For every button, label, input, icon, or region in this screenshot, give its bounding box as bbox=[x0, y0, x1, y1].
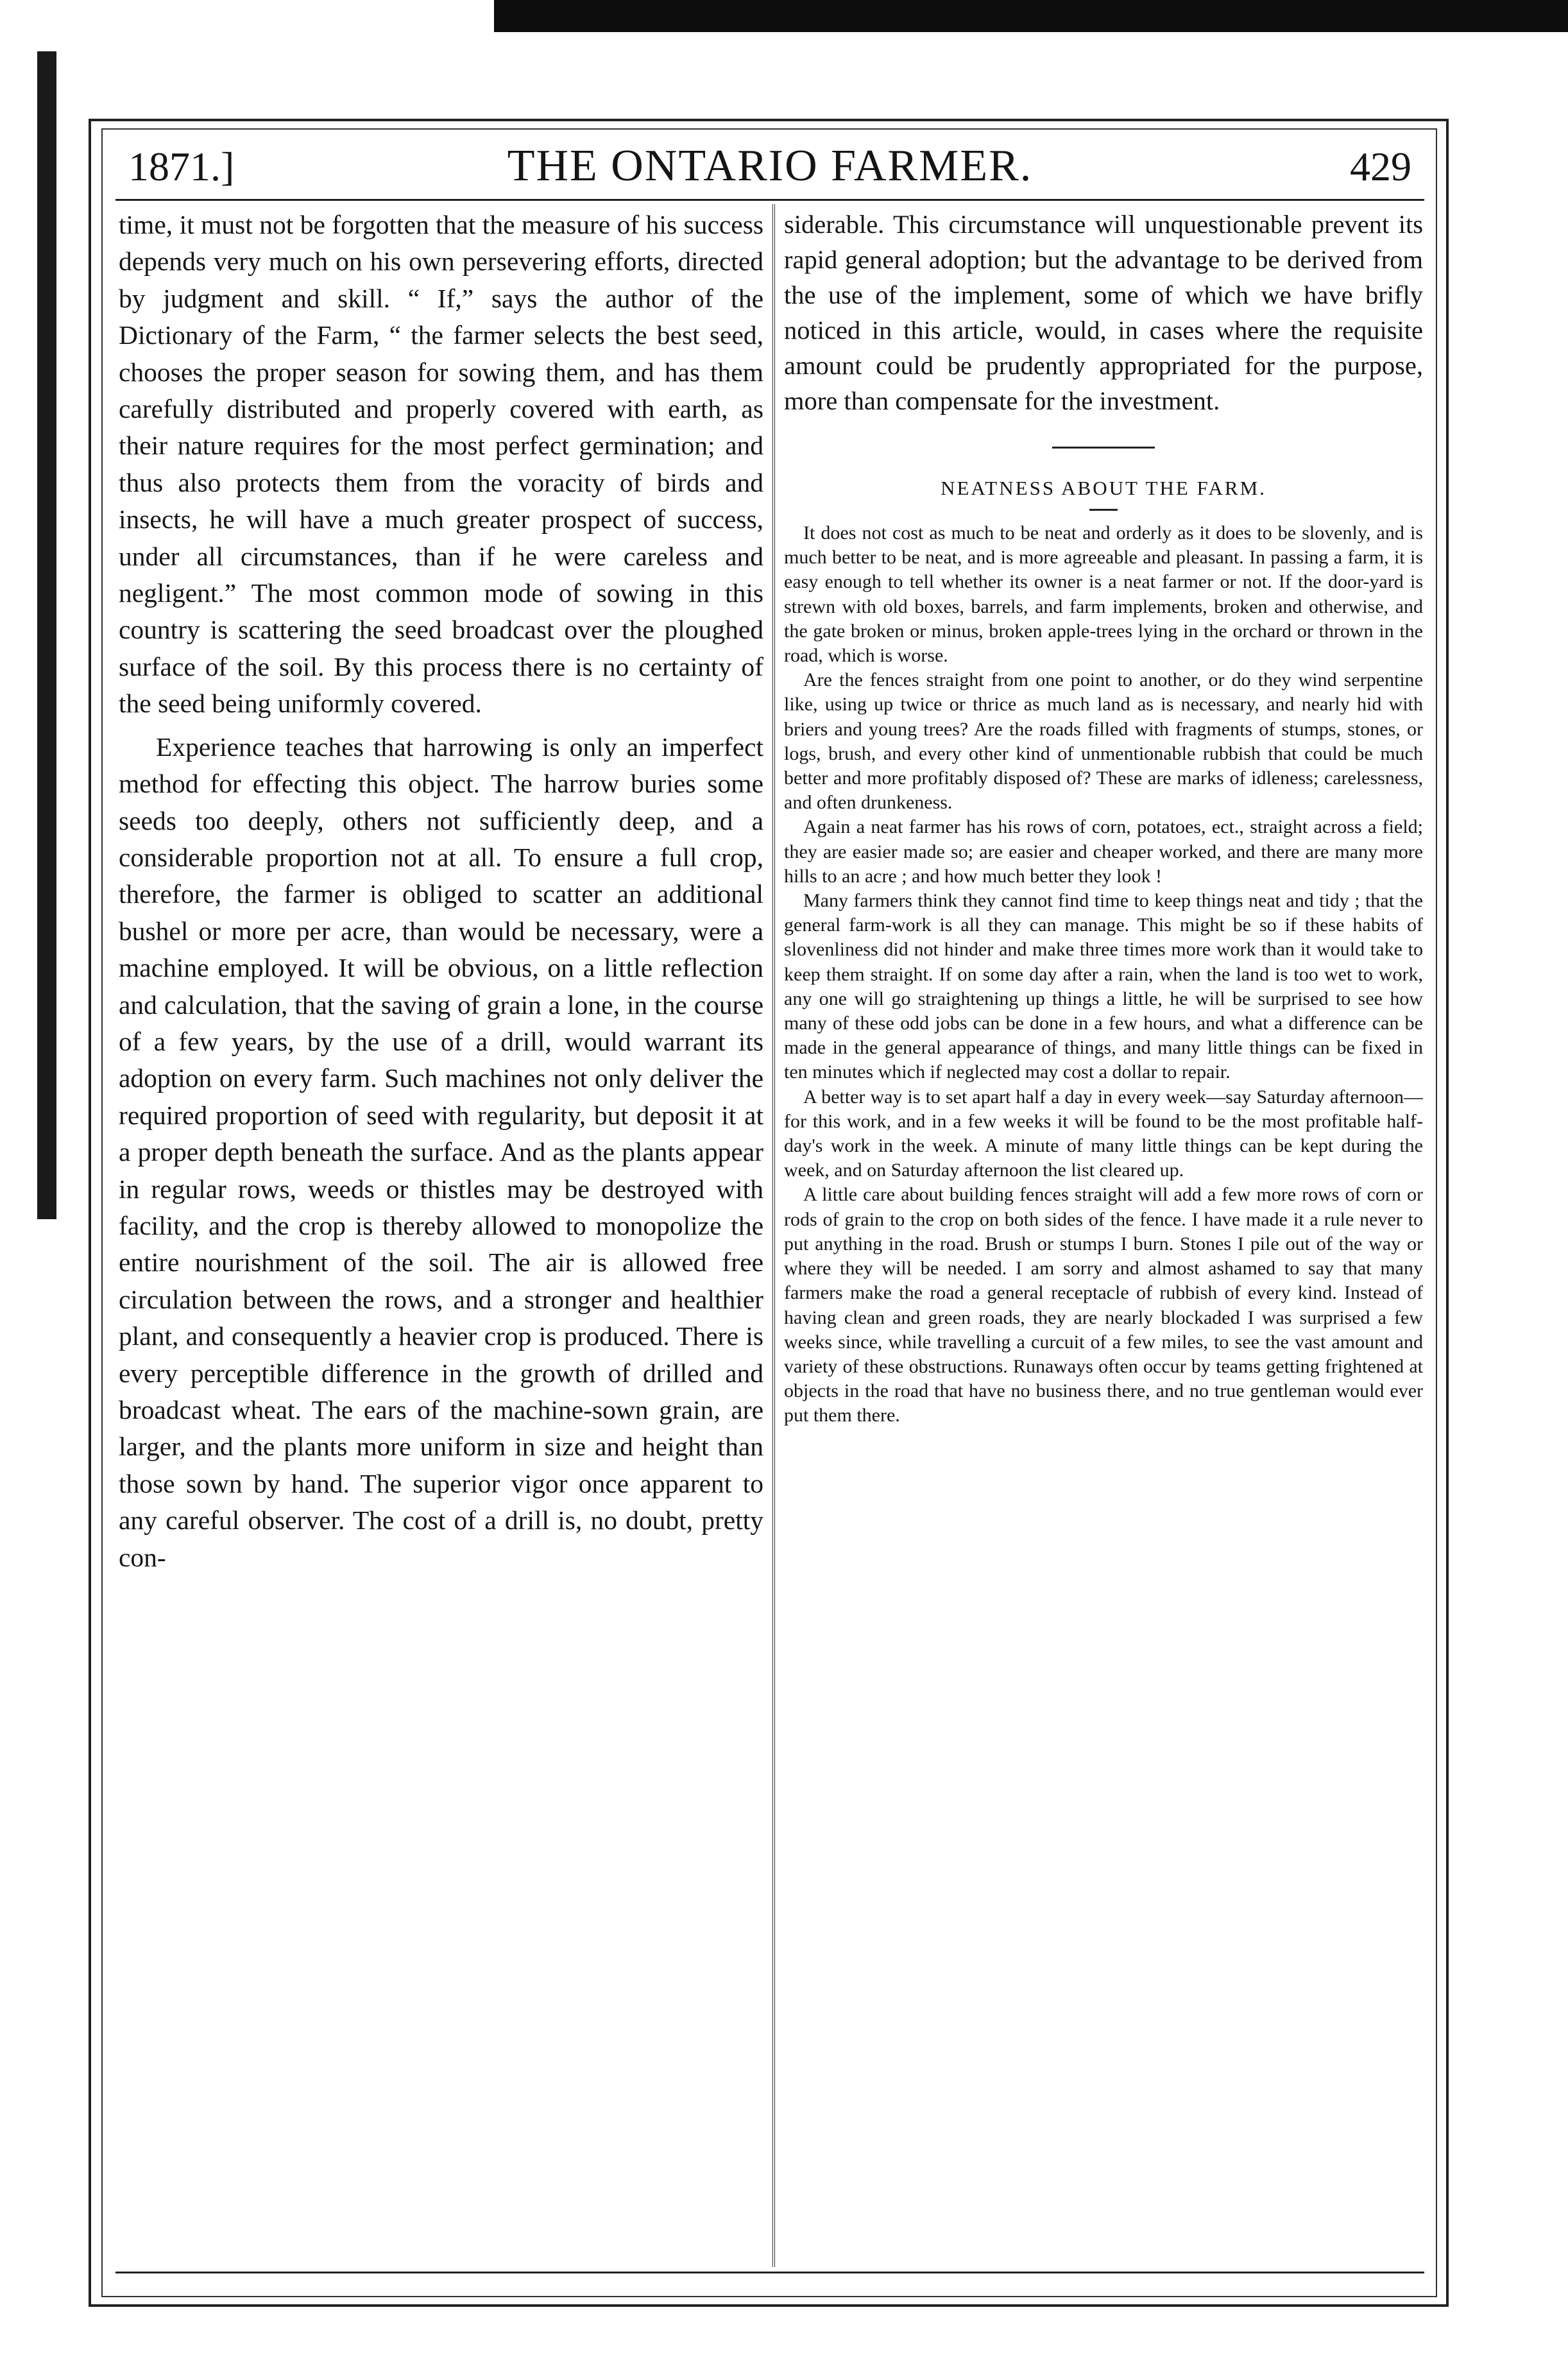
left-paragraph-1: time, it must not be forgotten that the measure of his success depends very much on his own persevering efforts, directed by judgment and skill. “ If,” says the author of the Dictionary of the Farm, “ the farmer selects the best seed, chooses the proper season for sowing them, and has them carefully distributed and properly covered with earth, as their nature requires for the most perfect germination; and thus also protects them from the voracity of birds and insects, he will have a much greater prospect of success, under all circumstances, than if he were careless and negligent.” The most common mode of sowing in this country is scattering the seed broadcast over the ploughed surface of the soil. By this process there is no certainty of the seed being uniformly covered. bbox=[119, 210, 763, 719]
right-column bbox=[784, 207, 1423, 2263]
scan-edge-top bbox=[494, 0, 1568, 32]
section-divider bbox=[1052, 447, 1155, 449]
article-paragraph: Again a neat farmer has his rows of corn, potatoes, ect., straight across a field; they are easier made so; are easier and cheaper worked, and there are many more hills to an acre ; and how much better they look ! bbox=[784, 816, 1423, 887]
article-title: NEATNESS ABOUT THE FARM. bbox=[941, 477, 1266, 499]
left-paragraph-2: Experience teaches that harrowing is only an imperfect method for effecting this object. The harrow buries some seeds too deeply, others not sufficiently deep, and a considerable proportion not at all. To ensure a full crop, therefore, the farmer is obliged to scatter an additional bushel or more per acre, than would be necessary, were a machine employed. It will be obvious, on a little reflection and calculation, that the saving of grain a lone, in the course of a few years, by the use of a drill, would warrant its adoption on every farm. Such machines not only deliver the required proportion of seed with regularity, but deposit it at a proper depth beneath the surface. And as the plants appear in regular rows, weeds or thistles may be destroyed with facility, and the crop is thereby allowed to monopolize the entire nourishment of the soil. The air is allowed free circulation between the rows, and a stronger and healthier plant, and consequently a heavier crop is produced. There is every perceptible difference in the growth of drilled and broadcast wheat. The ears of the machine-sown grain, are larger, and the plants more uniform in size and height than those sown by hand. The superior vigor once apparent to any careful observer. The cost of a drill is, no doubt, pretty con- bbox=[119, 732, 763, 1572]
article-paragraph: A better way is to set apart half a day in every week—say Saturday afternoon—for this work, and in a few weeks it will be found to be the most profitable half-day's work in the week. A minute of many little things can be kept during the week, and on Saturday afternoon the list cleared up. bbox=[784, 1086, 1423, 1181]
article-paragraph: A little care about building fences straight will add a few more rows of corn or rods of grain to the crop on both sides of the fence. I have made it a rule never to put anything in the road. Brush or stumps I burn. Stones I pile out of the way or where they will be needed. I am sorry and almost ashamed to say that many farmers make the road a general receptacle of rubbish of every kind. Instead of having clean and green roads, they are nearly blockaded I was surprised a few weeks since, while travelling a curcuit of a few miles, to see the vast amount and variety of these obstructions. Runaways often occur by teams getting frightened at objects in the road that have no business there, and no true gentleman would ever put them there. bbox=[784, 1184, 1423, 1426]
header-year: 1871.] bbox=[128, 144, 235, 189]
header-rule bbox=[115, 199, 1424, 201]
article-paragraph: Are the fences straight from one point to another, or do they wind serpentine like, using up twice or thrice as much land as is necessary, and nearly hid with briers and young trees? Are the roads filled with fragments of stumps, stones, or logs, brush, and every other kind of unmentionable rubbish that could be much better and more profitably disposed of? These are marks of idleness; carelessness, and often drunkeness. bbox=[784, 669, 1423, 814]
left-column bbox=[119, 207, 763, 2263]
title-underline bbox=[1089, 509, 1118, 511]
page-header bbox=[115, 138, 1424, 199]
scan-edge-left bbox=[37, 51, 56, 1219]
column-divider bbox=[772, 204, 775, 2267]
footer-rule bbox=[115, 2272, 1424, 2273]
page-title: THE ONTARIO FARMER. bbox=[507, 141, 1033, 191]
page-number: 429 bbox=[1350, 144, 1411, 189]
article-paragraph: It does not cost as much to be neat and orderly as it does to be slovenly, and is much better to be neat, and is more agreeable and pleasant. In passing a farm, it is easy enough to tell whether its owner is a neat farmer or not. If the door-yard is strewn with old boxes, barrels, and farm implements, broken and otherwise, and the gate broken or minus, broken apple-trees lying in the orchard or thrown in the road, which is worse. bbox=[784, 522, 1423, 667]
article-body bbox=[784, 521, 1423, 1428]
article-paragraph: Many farmers think they cannot find time to keep things neat and tidy ; that the general farm-work is all they can manage. This might be so if these habits of slovenliness did not hinder and make three times more work than it would take to keep them straight. If on some day after a rain, when the land is too wet to work, any one will go straightening up things a little, he will be surprised to see how many of these odd jobs can be done in a few hours, and what a difference can be made in the general appearance of things, and many little things can be fixed in ten minutes which if neglected may cost a dollar to repair. bbox=[784, 890, 1423, 1083]
right-lead-paragraph: siderable. This circumstance will unquestionable prevent its rapid general adoption; but the advantage to be derived from the use of the implement, some of which we have brifly noticed in this article, would, in cases where the requisite amount could be prudently appropriated for the purpose, more than compensate for the investment. bbox=[784, 210, 1423, 415]
